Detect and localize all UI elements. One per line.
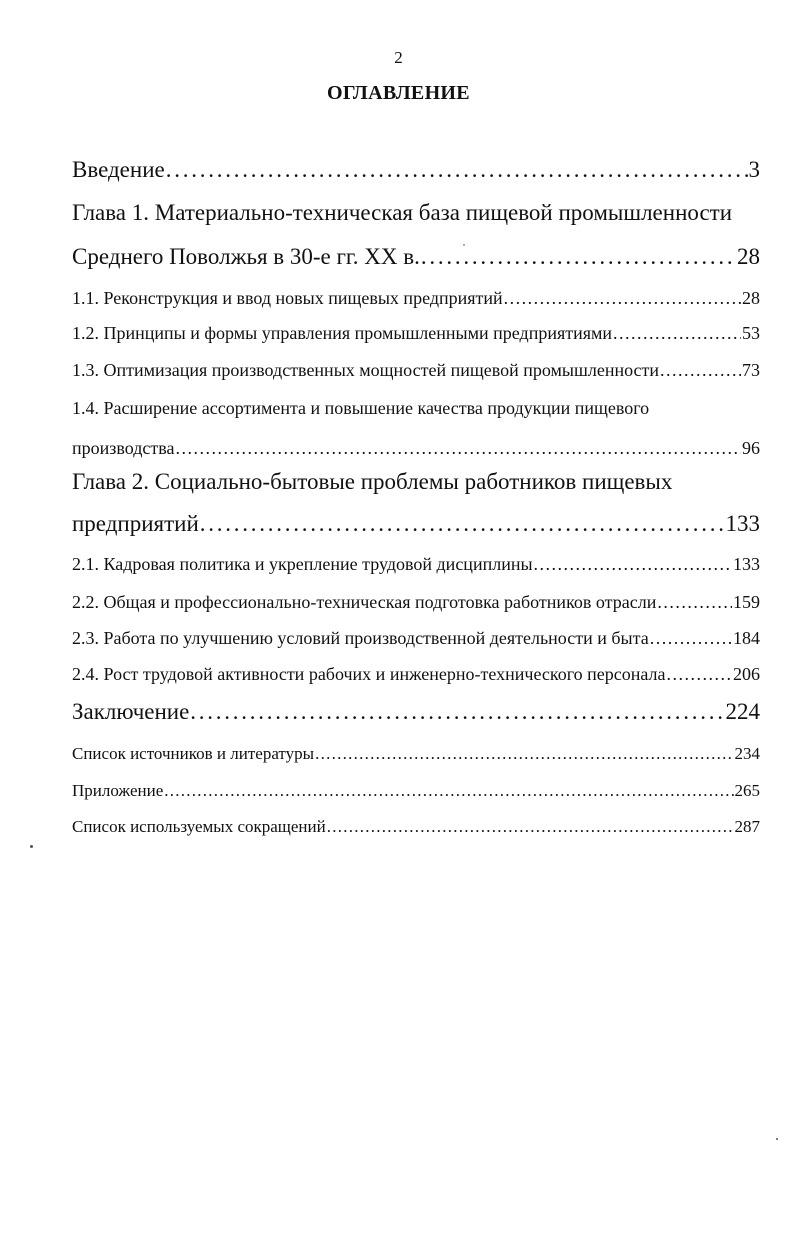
page-number: 2 [394,48,403,67]
toc-entry-title-line1: 1.4. Расширение ассортимента и повышение качества продукции пищевого [72,398,650,418]
toc-entry-title: Список источников и литературы [72,744,315,763]
toc-entry-page: 287 [734,817,760,836]
dot-leader [327,813,734,841]
toc-entry-page: 234 [734,744,760,763]
dot-leader [504,284,741,312]
toc-entry-conclusion[interactable] [72,698,760,726]
dot-leader [166,156,748,184]
toc-entry-sources[interactable] [72,740,760,768]
toc-entry-page: 206 [733,664,760,684]
toc-entry-title: 1.3. Оптимизация производственных мощностей пищевой промышленности [72,360,660,380]
toc-entry-page: 73 [742,360,760,380]
toc-entry-page: 96 [742,438,760,458]
toc-entry-title: 2.1. Кадровая политика и укрепление трудовой дисциплины [72,554,533,574]
toc-entry-section-1-3[interactable] [72,356,760,384]
toc-entry-section-1-1[interactable] [72,284,760,312]
dot-leader [315,740,733,768]
toc-entry-title: Введение [72,157,165,182]
toc-entry-page: 53 [742,323,760,343]
toc-entry-title: Приложение [72,781,164,800]
toc-entry-chapter-2[interactable] [72,468,760,538]
toc-entry-section-2-4[interactable] [72,660,760,688]
dot-leader [164,777,733,805]
toc-entry-title: 2.2. Общая и профессионально-техническая подготовка работников отрасли [72,592,657,612]
toc-entry-section-2-2[interactable] [72,588,760,616]
toc-entry-section-1-2[interactable] [72,319,760,347]
dot-leader [200,510,725,538]
toc-entry-page: 133 [733,554,760,574]
dot-leader [657,588,732,616]
toc-entry-title: Заключение [72,699,190,724]
toc-entry-page: 28 [742,288,760,308]
scan-speck [463,244,465,246]
dot-leader [176,434,742,462]
toc-entry-section-2-1[interactable] [72,550,760,578]
toc-entry-title: Список используемых сокращений [72,817,326,836]
toc-entry-page: 265 [734,781,760,800]
toc-entry-title-line1: Глава 2. Социально-бытовые проблемы работников пищевых [72,469,673,494]
toc-entry-title: 1.1. Реконструкция и ввод новых пищевых предприятий [72,288,503,308]
toc-entry-title-line1: Глава 1. Материально-техническая база пищевой промышленности [72,200,733,225]
toc-entry-title: предприятий [72,511,199,536]
toc-entry-section-2-3[interactable] [72,624,760,652]
dot-leader [667,660,732,688]
toc-entry-title: 2.4. Рост трудовой активности рабочих и инженерно-технического персонала [72,664,666,684]
toc-entry-introduction[interactable] [72,156,760,184]
toc-entry-chapter-1[interactable] [72,199,760,271]
page-title: ОГЛАВЛЕНИЕ [327,82,470,104]
scan-speck [30,845,33,848]
toc-entry-appendix[interactable] [72,777,760,805]
dot-leader [534,550,732,578]
toc-entry-title: производства [72,438,175,458]
dot-leader [190,698,724,726]
toc-entry-section-1-4[interactable] [72,394,760,462]
toc-entry-title: Среднего Поволжья в 30-е гг. XX в. [72,244,420,269]
toc-entry-page: 159 [733,592,760,612]
toc-entry-abbreviations[interactable] [72,813,760,841]
toc-entry-page: 133 [725,511,760,536]
dot-leader [660,356,741,384]
toc-entry-title: 2.3. Работа по улучшению условий производственной деятельности и быта [72,628,649,648]
toc-entry-page: 184 [733,628,760,648]
dot-leader [650,624,732,652]
dot-leader [421,243,736,271]
toc-entry-page: 224 [725,699,760,724]
dot-leader [613,319,741,347]
scan-speck [776,1138,778,1140]
toc-entry-title: 1.2. Принципы и формы управления промышленными предприятиями [72,323,613,343]
toc-entry-page: 28 [737,244,760,269]
toc-entry-page: 3 [748,157,760,182]
